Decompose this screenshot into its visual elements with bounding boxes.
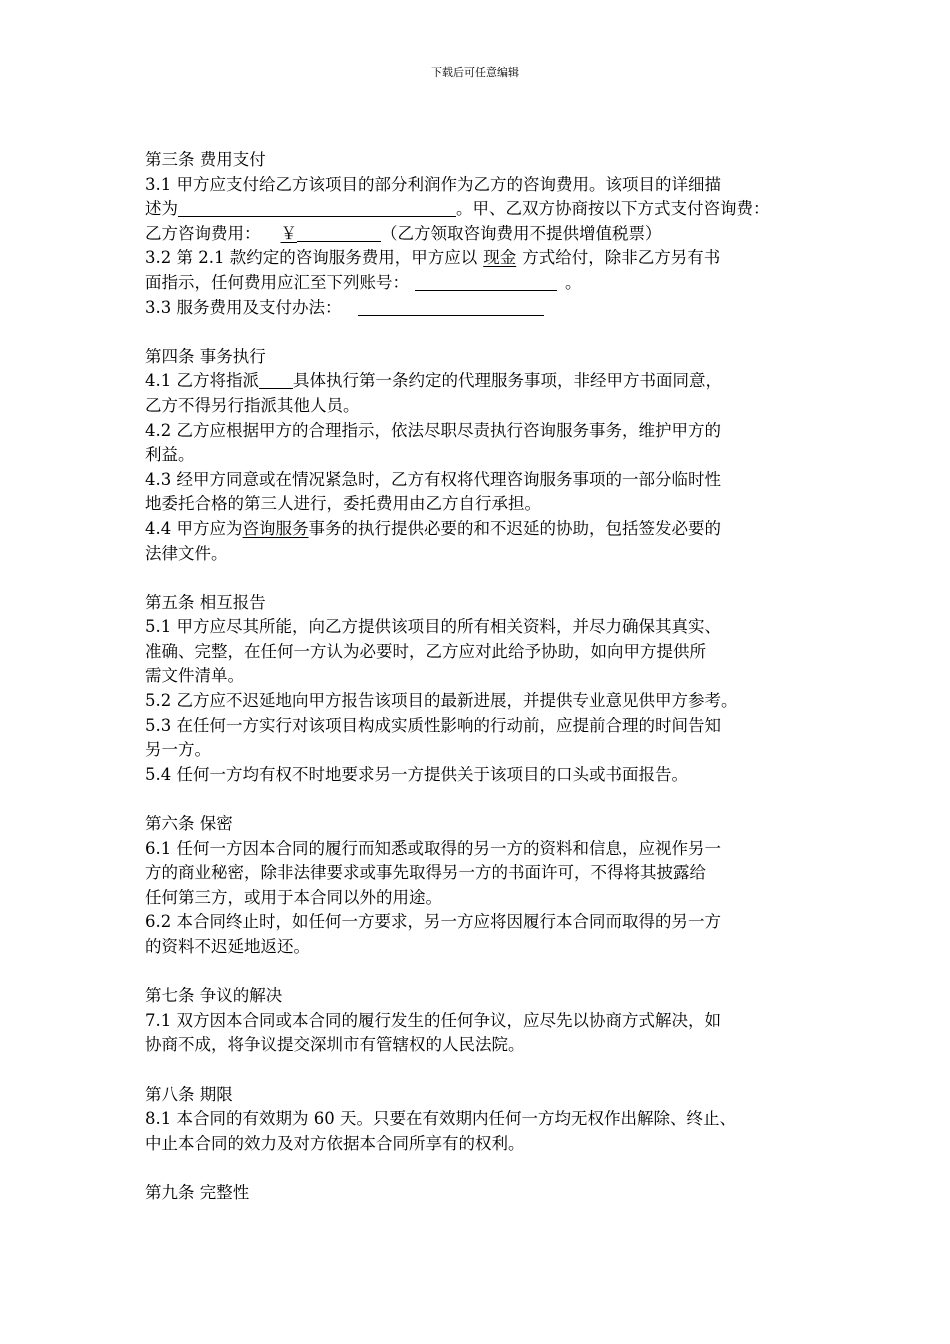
section-9-title: 第九条 完整性	[145, 1182, 250, 1202]
clause-4-1-line-2: 乙方不得另行指派其他人员。	[145, 395, 360, 415]
clause-4-4-line-1: 4.4 甲方应为咨询服务事务的执行提供必要的和不迟延的协助，包括签发必要的	[145, 518, 721, 538]
clause-5-3-line-1: 5.3 在任何一方实行对该项目构成实质性影响的行动前，应提前合理的时间告知	[145, 715, 721, 735]
clause-3-2-line-2: 面指示，任何费用应汇至下列账号： 。	[145, 272, 582, 292]
clause-4-1-line-1: 4.1 乙方将指派 具体执行第一条约定的代理服务事项，非经甲方书面同意，	[145, 371, 722, 391]
payment-terms-blank[interactable]	[358, 298, 544, 316]
clause-6-1-line-2: 方的商业秘密，除非法律要求或事先取得另一方的书面许可，不得将其披露给	[145, 863, 706, 883]
clause-3-2-line-1: 3.2 第 2.1 款约定的咨询服务费用，甲方应以 现金 方式给付，除非乙方另有书	[145, 248, 721, 268]
clause-7-1-line-1: 7.1 双方因本合同或本合同的履行发生的任何争议，应尽先以协商方式解决，如	[145, 1010, 721, 1030]
page-header: 下载后可任意编辑	[431, 66, 519, 79]
clause-3-1-line-1: 3.1 甲方应支付给乙方该项目的部分利润作为乙方的咨询费用。该项目的详细描	[145, 174, 721, 194]
clause-5-1-line-1: 5.1 甲方应尽其所能，向乙方提供该项目的所有相关资料，并尽力确保其真实、	[145, 617, 721, 637]
clause-5-2: 5.2 乙方应不迟延地向甲方报告该项目的最新进展，并提供专业意见供甲方参考。	[145, 691, 738, 711]
section-8-title: 第八条 期限	[145, 1084, 233, 1104]
clause-6-2-line-1: 6.2 本合同终止时，如任何一方要求，另一方应将因履行本合同而取得的另一方	[145, 912, 721, 932]
section-6-title: 第六条 保密	[145, 814, 233, 834]
clause-5-1-line-3: 需文件清单。	[145, 666, 244, 686]
clause-3-1-line-2: 述为 。甲、乙双方协商按以下方式支付咨询费：	[145, 199, 770, 219]
clause-4-3-line-1: 4.3 经甲方同意或在情况紧急时，乙方有权将代理咨询服务事项的一部分临时性	[145, 469, 721, 489]
clause-4-3-line-2: 地委托合格的第三人进行，委托费用由乙方自行承担。	[145, 494, 541, 514]
clause-4-2-line-1: 4.2 乙方应根据甲方的合理指示，依法尽职尽责执行咨询服务事务，维护甲方的	[145, 420, 721, 440]
project-description-blank[interactable]	[178, 199, 456, 217]
clause-7-1-line-2: 协商不成，将争议提交深圳市有管辖权的人民法院。	[145, 1035, 525, 1055]
section-7-title: 第七条 争议的解决	[145, 986, 283, 1006]
consulting-fee-line: 乙方咨询费用： ￥ （乙方领取咨询费用不提供增值税票）	[145, 223, 662, 243]
clause-5-3-line-2: 另一方。	[145, 740, 211, 760]
clause-4-2-line-2: 利益。	[145, 445, 195, 465]
fee-amount-blank[interactable]	[297, 224, 381, 242]
section-3-title: 第三条 费用支付	[145, 150, 266, 169]
clause-3-3: 3.3 服务费用及支付办法：	[145, 296, 815, 321]
assignee-blank[interactable]	[259, 371, 293, 389]
yen-symbol: ￥	[280, 223, 297, 243]
clause-4-4-line-2: 法律文件。	[145, 543, 228, 563]
clause-6-1-line-3: 任何第三方，或用于本合同以外的用途。	[145, 887, 442, 907]
account-number-blank[interactable]	[415, 273, 557, 291]
section-4-title: 第四条 事务执行	[145, 346, 266, 366]
clause-5-4: 5.4 任何一方均有权不时地要求另一方提供关于该项目的口头或书面报告。	[145, 764, 688, 784]
section-5-title: 第五条 相互报告	[145, 592, 266, 612]
consulting-service-underlined: 咨询服务	[242, 518, 309, 538]
clause-8-1-line-2: 中止本合同的效力及对方依据本合同所享有的权利。	[145, 1133, 525, 1153]
clause-5-1-line-2: 准确、完整，在任何一方认为必要时，乙方应对此给予协助，如向甲方提供所	[145, 641, 706, 661]
contract-body	[145, 148, 815, 1206]
clause-6-2-line-2: 的资料不迟延地返还。	[145, 937, 310, 956]
clause-6-1-line-1: 6.1 任何一方因本合同的履行而知悉或取得的另一方的资料和信息，应视作另一	[145, 838, 721, 858]
payment-method-cash: 现金	[483, 248, 517, 268]
clause-8-1-line-1: 8.1 本合同的有效期为 60 天。只要在有效期内任何一方均无权作出解除、终止、	[145, 1109, 736, 1129]
